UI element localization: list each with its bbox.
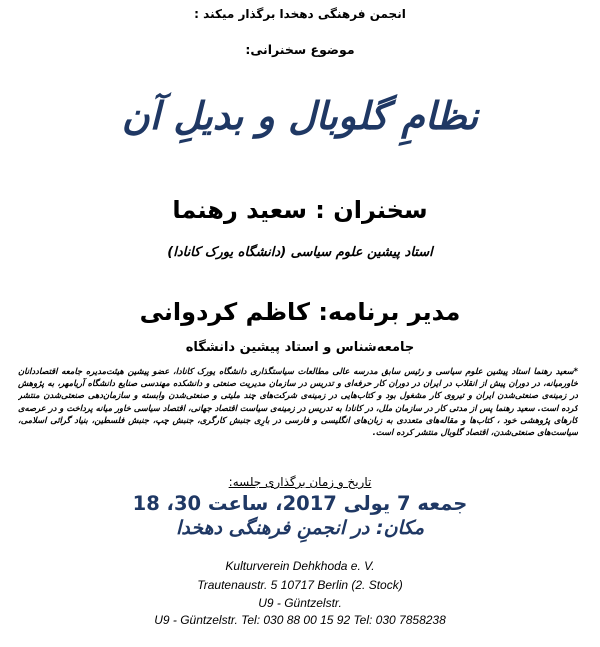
address-org: Kulturverein Dehkhoda e. V. bbox=[225, 559, 375, 573]
event-date: جمعه 7 یولی 2017، ساعت 30، 18 bbox=[132, 492, 468, 515]
moderator-line: مدیر برنامه: کاظم کردوانی bbox=[139, 298, 461, 326]
address-phones: U9 - Güntzelstr. Tel: 030 88 00 15 92 Tel: 030 7858238 bbox=[154, 613, 446, 627]
event-place: مکان: در انجمنِ فرهنگی دهخدا bbox=[175, 517, 425, 539]
topic-label: موضوع سخنرانی: bbox=[245, 42, 355, 57]
datetime-label bbox=[0, 475, 600, 489]
address-ubahn: U9 - Güntzelstr. bbox=[258, 596, 342, 610]
intro-text: انجمن فرهنگی دهخدا برگذار میکند : bbox=[194, 7, 406, 21]
speaker-line: سخنران : سعید رهنما bbox=[172, 196, 428, 224]
address-street: Trautenaustr. 5 10717 Berlin (2. Stock) bbox=[197, 578, 403, 592]
moderator-role: جامعه‌شناس و استاد پیشین دانشگاه bbox=[185, 340, 415, 355]
speaker-role: استاد پیشین علوم سیاسی (دانشگاه یورک کانادا) bbox=[167, 245, 433, 260]
poster-title: نظامِ گلوبال و بدیلِ آن bbox=[121, 93, 479, 138]
datetime-label-text: تاریخ و زمان برگذاری جلسه: bbox=[228, 475, 372, 489]
speaker-bio: *سعید رهنما استاد پیشین علوم سیاسی و رئیس سابق مدرسه عالی مطالعات سیاستگذاری دانشگاه یورک کانادا، عضو پیشین هیئت‌مدیره جامعه اقتصاددانان خاورمیانه، در دوران پیش از انقلاب در ایران در دوران کار حرفه‌ای و تدریس در سازمان مدیریت صنعتی و دانشکده مهندسی صنایع دانشگاه آریامهر، به پژوهش در زمینه‌ی صنعتی‌شدن ایران و تیروی کار مشغول بود و کتاب‌هایی در زمینه‌ی شرکت‌های چند ملیتی و صنعتی‌شدن وابسته و سازمان‌دهی صنعتی‌شدن منتشر کرده است. سعید رهنما پس از مدتی کار در سازمان ملل، در کانادا به تدریس در زمینه‌ی سیاست اقتصاد جهانی، اقتصاد سیاسی خاور میانه پرداخت و در عرصه‌ی کارهای پژوهشی خود ، کتاب‌ها و مقاله‌های متعددی به زبان‌های انگلیسی و فارسی در بارِی جنبش کارگری، جنبش چپ، جنبش فلسطین، بنیاد گرائی اسلامی، سیاست‌های صنعتی‌شدن، اقتصاد گلوبال منتشر کرده است. bbox=[18, 366, 578, 438]
